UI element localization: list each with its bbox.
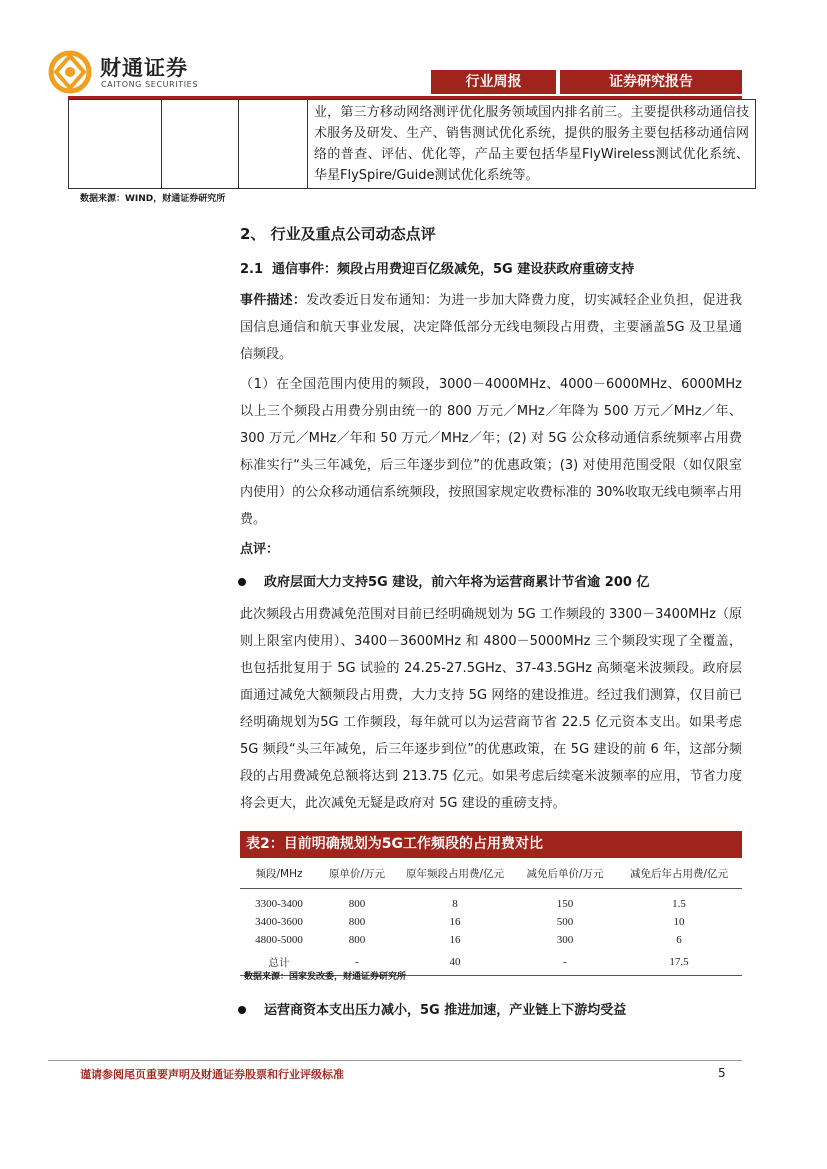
table-cell: 3300-3400 [255,898,303,910]
table-row [240,913,742,931]
company-table [68,99,756,189]
logo-text-cn: 财通证券 [100,56,188,80]
table-cell: 3400-3600 [255,916,303,928]
logo-text-en: CAITONG SECURITIES [101,80,198,89]
header-tab-report: 证券研究报告 [560,70,742,94]
table-cell: 500 [556,916,574,928]
table-cell: 1.5 [672,898,686,910]
table-cell: - [514,949,616,976]
table-cell: 800 [348,916,366,928]
company-logo [48,50,228,96]
table-cell: 300 [556,934,574,946]
footer-disclaimer: 谨请参阅尾页重要声明及财通证券股票和行业评级标准 [80,1068,344,1081]
bullet-text: 政府层面大力支持5G 建设，前六年将为运营商累计节省逾 200 亿 [264,575,650,590]
subsection-title: 通信事件：频段占用费迎百亿级减免，5G 建设获政府重磅支持 [272,262,635,277]
table-cell: 4800-5000 [255,934,303,946]
event-text: 发改委近日发布通知：为进一步加大降费力度，切实减轻企业负担，促进我国信息通信和航天事业发展，决定降低部分无线电频段占用费，主要涵盖5G 及卫星通信频段。 [240,293,742,362]
comment-paragraph: 此次频段占用费减免范围对目前已经明确规划为 5G 工作频段的 3300－3400MHz（原则上限室内使用）、3400－3600MHz 和 4800－5000MHz 三个频段实现了全覆盖，也包括批复用于 5G 试验的 24.25-27.5GHz、37-43.5GHz 高频毫米波频段。政府层面通过减免大额频段占用费，大力支持 5G 网络的建设推进。经过我们测算，仅目前已经明确规划为5G 工作频段，每年就可以为运营商节省 22.5 亿元资本支出。如果考虑5G 频段“头三年减免，后三年逐步到位”的优惠政策，在 5G 建设的前 6 年，这部分频段的占用费减免总额将达到 213.75 亿元。如果考虑后续毫米波频率的应用，节省力度将会更大，此次减免无疑是政府对 5G 建设的重磅支持。 [240,607,743,811]
table-cell: 6 [676,934,682,946]
table-row [69,100,756,189]
bullet-dot-icon [238,1006,246,1014]
footer-rule [48,1060,742,1061]
column-header: 原年频段占用费/亿元 [396,858,514,889]
table2-title: 表2：目前明确规划为5G工作频段的占用费对比 [240,831,742,858]
table-cell: 10 [673,916,685,928]
table-cell: 16 [449,934,461,946]
bullet-dot-icon [238,578,246,586]
table-cell: 150 [556,898,574,910]
table-cell: 40 [396,949,514,976]
table-cell: 16 [449,916,461,928]
bullet-item [238,571,649,590]
fee-comparison-table [240,858,742,976]
column-header: 减免后年占用费/亿元 [616,858,742,889]
table-row [240,895,742,913]
table-cell [239,100,308,189]
bullet-item [238,999,626,1018]
subsection-number: 2.1 [240,262,264,277]
table-cell: 800 [348,934,366,946]
section-heading: 2、 行业及重点公司动态点评 [240,225,436,243]
event-paragraph [240,287,742,368]
column-header: 原单价/万元 [318,858,396,889]
table-cell [69,100,162,189]
header-tab-weekly: 行业周报 [431,70,556,94]
table-cell [162,100,239,189]
event-label: 事件描述： [240,293,307,308]
table-cell: - [318,949,396,976]
table-cell: 总计 [240,949,318,976]
column-header: 减免后单价/万元 [514,858,616,889]
column-header: 频段/MHz [240,858,318,889]
table-header-row [240,858,742,889]
table2-source: 数据来源：国家发改委，财通证券研究所 [244,972,407,982]
page-number: 5 [718,1066,726,1080]
logo-icon [48,50,92,94]
table-cell: 17.5 [616,949,742,976]
company-description: 业，第三方移动网络测评优化服务领域国内排名前三。主要提供移动通信技术服务及研发、生产、销售测试优化系统，提供的服务主要包括移动通信网络的普查、评估、优化等，产品主要包括华星FlyWireless测试优化系统、华星FlySpire/Guide测试优化系统等。 [308,100,756,189]
table-row [240,931,742,949]
event-detail: （1）在全国范围内使用的频段，3000－4000MHz、4000－6000MHz、6000MHz 以上三个频段占用费分别由统一的 800 万元／MHz／年降为 500 万元／MHz／年、300 万元／MHz／年和 50 万元／MHz／年；(2) 对 5G 公众移动通信系统频率占用费标准实行“头三年减免，后三年逐步到位”的优惠政策；(3) 对使用范围受限（如仅限室内使用）的公众移动通信系统频段，按照国家规定收费标准的 30%收取无线电频率占用费。 [240,377,742,527]
subsection-heading [240,258,634,277]
bullet-text: 运营商资本支出压力减小，5G 推进加速，产业链上下游均受益 [264,1003,627,1018]
table1-source: 数据来源：WIND，财通证券研究所 [80,194,226,204]
comment-label: 点评： [240,542,280,557]
table-cell: 8 [452,898,458,910]
table-cell: 800 [348,898,366,910]
